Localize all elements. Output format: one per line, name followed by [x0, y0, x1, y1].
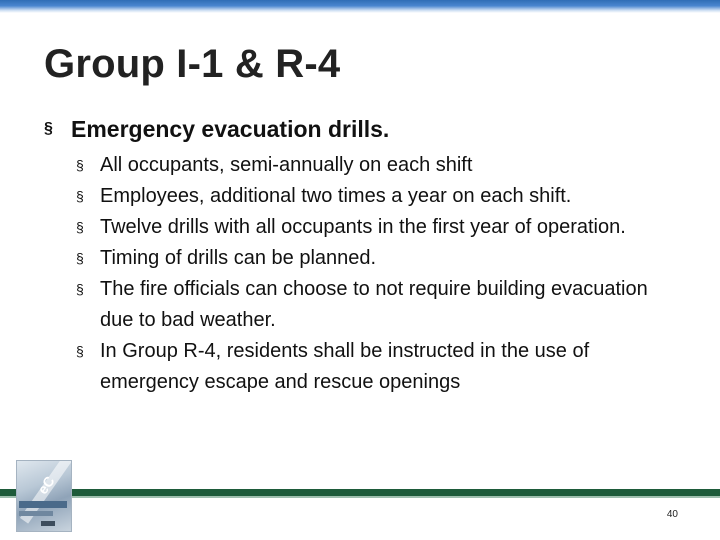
sub-bullet-text: The fire officials can choose to not require building evacuation due to bad weather. — [100, 278, 648, 331]
footer-band — [0, 489, 720, 496]
main-bullet — [44, 114, 684, 144]
sub-bullet-text: Twelve drills with all occupants in the first year of operation. — [100, 216, 626, 238]
bullet-marker: § — [76, 219, 84, 235]
sub-bullet-item — [76, 212, 684, 243]
sub-bullet-item — [76, 181, 684, 212]
sub-bullet-item — [76, 274, 684, 336]
logo-bar — [19, 511, 53, 516]
bullet-marker: § — [44, 120, 53, 137]
page-number: 40 — [666, 509, 678, 520]
footer-band-highlight — [0, 496, 720, 498]
sub-bullet-text: Timing of drills can be planned. — [100, 247, 377, 269]
sub-bullet-item — [76, 150, 684, 181]
bullet-marker: § — [76, 281, 84, 297]
sub-bullet-list — [44, 150, 684, 398]
bullet-marker: § — [76, 157, 84, 173]
sub-bullet-item — [76, 243, 684, 274]
logo-bar — [19, 501, 67, 508]
top-header-band — [0, 0, 720, 13]
code-book-logo — [16, 460, 72, 532]
bullet-marker: § — [76, 188, 84, 204]
slide-title: Group I-1 & R-4 — [44, 42, 341, 86]
sub-bullet-text: In Group R-4, residents shall be instructed in the use of emergency escape and rescue openings — [100, 340, 590, 393]
main-bullet-text: Emergency evacuation drills. — [71, 116, 390, 142]
sub-bullet-text: Employees, additional two times a year on each shift. — [100, 185, 572, 207]
bullet-marker: § — [76, 343, 84, 359]
bullet-marker: § — [76, 250, 84, 266]
sub-bullet-text: All occupants, semi-annually on each shift — [100, 154, 473, 176]
logo-mark: eC — [34, 473, 58, 497]
sub-bullet-item — [76, 336, 684, 398]
logo-bar — [41, 521, 55, 526]
slide-content — [44, 114, 684, 398]
